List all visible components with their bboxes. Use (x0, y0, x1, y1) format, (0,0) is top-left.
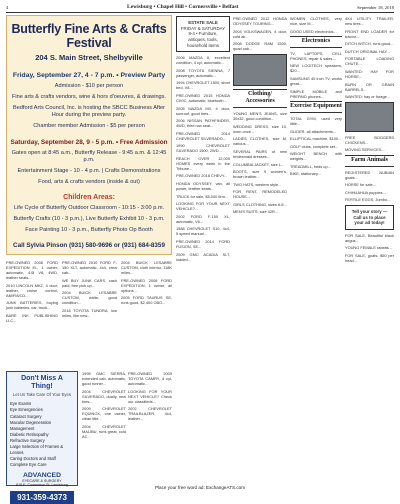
friday-heading: Friday, September 27, 4 - 7 p.m. • Preview Party (12, 72, 166, 79)
children-line: Life Cycle of Butterfly Outdoor Classroom - 10:15 - 3:00 p.m. (13, 204, 165, 211)
promo-headline: Don't Miss A Thing! (21, 375, 63, 390)
classified-column-7: PRE-OWNED 2012 HONDA ODYSSEY TOURING... 2004 VOLKSWAGEN, 4 door, cold air... 2008 DODGE RAM 1500, quad cab... Clothing/ Accessories YOUNG MEN'S JEANS, size 30x32, good condition... WEDDING DRESS, size 10, worn once... LADIES CLOTHES, size M, various... SEVERAL PAIRS of new bridesmaid dresses... COLUMBIA JACKET, size L... BOOTS, size 9 women's, brown leather... TWO HATS, western style... FOR RENT, REMODELED HOUSE... GIRLS CLOTHING, sizes 6-8... MEN'S SUITS, size 42R... (233, 16, 287, 215)
saturday-line: Entertainment Stage - 10 - 4 p.m. | Crafts Demonstrations (17, 167, 161, 174)
masthead-title: Lewisburg • Chapel Hill • Cornersville • Belfast (127, 4, 239, 10)
vehicle-photo (233, 54, 287, 86)
eye-care-ad (6, 371, 78, 503)
estate-sale-ad (176, 16, 230, 52)
promo-services-list (10, 401, 74, 468)
classified-column-6: ESTATE SALE FRIDAY & SATURDAY 8-4 • Furniture, antiques, tools, household items 2006 MAZDA 6, excellent condition, 4 cyl, automatic... 2008 TOYOTA SIENNA, 7 passenger, automatic... 1994 CHEVROLET 1500, short bed, V8... PRE-OWNED 2015 HONDA CIVIC, automatic, bluetooth... 2005 MAZDA M3, 4 door, sunroof, good tires... 2006 NISSAN PATHFINDER, 4WD, third row seat... PRE-OWNED 2014 CHEVROLET SILVERADO... 1990 CHEVROLET SILVERADO 1500, 2WD... REACH OVER 12,000 HOMES every week in the Tribune... PRE-OWNED 2016 CHEVY... HONDA ODYSSEY, van, all power, leather seats... TRUCK for sale, $5,000 firm... LOOKING FOR YOUR NEXT VEHICLE?... 2002 FORD F-150 XL, automatic, V6... 1988 CHEVROLET S10, 4x4, 5 speed manual... PRE-OWNED 2014 FORD FUSION, SE... 2009 GMC ACADIA SLT, loaded... (176, 16, 230, 486)
friday-line: Admission - $10 per person (54, 83, 124, 89)
page-footer: Place your free word ad: ExchangeATS.com (154, 485, 246, 490)
promo-service: Caring Doctors and Staff (10, 456, 56, 462)
saturday-heading: Saturday, September 28, 9 - 5 p.m. • Free Admission (10, 138, 168, 146)
promo-service: Refractive Surgery (10, 437, 45, 443)
saturday-line: Food, arts & crafts vendors (inside & out) (38, 178, 140, 185)
children-heading: Children Areas: (63, 193, 115, 201)
issue-date: September 18, 2018 (357, 4, 394, 10)
classified-column-3: 2004 BUICK LESABRE CUSTOM, cloth interior, 118K miles... PRE-OWNED 2008 FORD EXPEDITION, 1 owner, all options... 2005 FORD TAURUS SE, runs good, $2,400 OBO... (121, 260, 172, 306)
friday-line: Bedford Arts Council, Inc. is hosting the SBCC Business After Hour during the preview party. (12, 104, 166, 118)
friday-line: Chamber member Admission - $5 per person (33, 122, 145, 129)
section-heading-farm: Farm Animals (345, 155, 394, 167)
book-ad: Tell your story — Call us to place your ad today! (345, 205, 394, 230)
promo-service: Eye Exams (10, 401, 32, 407)
classified-column-8: WOMEN CLOTHES, very nice, size M... GOOD USED electronics... Electronics TV, LAPTOPS, CELL PHONES, repair & sales... NEW LOGITECH speakers, $20... SAMSUNG 40 inch TV, works great... SIMPLE MOBILE and PREPAID phones... Exercise Equipment TOTAL GYM, used very little... GLIDER, all attachments... ELLIPTICAL machine, $100... GOLF clubs, complete set... WEIGHT BENCH with weights... TREADMILL, folds up... BIKE, stationary... (290, 16, 342, 177)
promo-subheading: Let Us Take Care Of Your Eyes (13, 392, 71, 398)
section-heading-clothing: Clothing/ Accessories (233, 89, 287, 108)
festival-contact: Call Sylvia Pinson (931) 580-9696 or (931) 684-8359 (13, 241, 165, 249)
festival-ad (6, 15, 172, 255)
promo-service: Complete Eye Care (10, 462, 47, 468)
header-rule (6, 12, 394, 13)
promo-address: 818 E. Commerce St. Lewisburg (16, 483, 68, 488)
estate-sale-text: FRIDAY & SATURDAY 8-4 • Furniture, antiques, tools, household items (180, 25, 226, 48)
friday-line: Fine arts & crafts vendors, wine & hors d'oeuvres, & drawings. (11, 93, 167, 100)
promo-service: Macular Degeneration Management (10, 419, 52, 431)
promo-service: Cataract Surgery (10, 413, 42, 419)
promo-service: Large Selection of Frames & Lenses (10, 444, 64, 456)
promo-logo: ADVANCED (22, 472, 61, 480)
promo-service: Diabetic Retinopathy (10, 431, 49, 437)
estate-sale-title: ESTATE SALE (188, 20, 218, 25)
promo-logo-sub: EYECARE & SURGERY (22, 479, 62, 484)
classified-column-2: PRE-OWNED 2010 FORD F-150 XLT, automatic, 4x4, crew cab... WE BUY JUNK CARS, cash paid, free pick up... 2004 BUICK LESABRE CUSTOM, white, good condition... 2018 TOYOTA TUNDRA, low miles, like new... (62, 260, 117, 318)
promo-phone: 931-359-4373 (10, 491, 74, 504)
page-number: 4 (6, 4, 9, 10)
festival-title: Butterfly Fine Arts & Crafts Festival (11, 22, 167, 50)
section-heading-exercise: Exercise Equipment (290, 101, 342, 113)
saturday-line: Gates open at 8:45 a.m., Butterfly Release - 9:45 a.m. & 12:45 p.m. (11, 149, 167, 163)
classified-column-1: PRE-OWNED 2008 FORD EXPEDITION EL, 1 owner, automatic, 4.6l V8, 4WD, leather seats... 2010 LINCOLN MKZ, 4 door, leather, cruise control, AM/FM/CD... JUNK BATTERIES, buying junk batteries, car, truck... BARE INK PUBLISHING LLC... (6, 260, 58, 323)
classified-column-5: PRE-OWNED 2009 TOYOTA CAMRY, 4 cyl, automatic... LOOKING FOR YOUR NEXT VEHICLE? Check our classifieds... 2002 CHEVROLET TRAILBLAZER, 4x4, leather... (128, 371, 172, 422)
classified-column-4: 1995 GMC SIERRA, extended cab, automatic, good runner... 2004 CHEVROLET SILVERADO, dually, new tires... 2009 CHEVROLET EQUINOX, one owner, clean title... 2004 CHEVROLET MALIBU, runs great, cold AC... (82, 371, 126, 439)
tractor-photo (345, 102, 394, 132)
page-header (6, 2, 394, 12)
children-line: Butterfly Crafts (10 - 3 p.m.), Live Butterfly Exhibit 10 - 3 p.m. (13, 215, 165, 222)
classified-column-9: 4X4 UTILITY TRAILER, new tires... FRONT END LOADER for tractor... DITCH WITCH, runs good... DUTCH ORIGINAL HAY... PORTABLE LOADING CHUTE... WANTED: HAY FOR HORSE... BURN OR GRAIN BARRELS... WANTED: hay or forage... FREE BOGGERS CHICKENS... MOVING SERVICES... Farm Animals REGISTERED NUBIAN goats... HORSE for sale... CHIHUAHUA puppies... FERTILE EGGS, Jumbo... Tell your story — Call us to place your ad today! FOR SALE, Beautiful black angus... YOUNG FEMALE rabbits... FOR SALE, goats, $50 per head... (345, 16, 394, 264)
festival-address: 204 S. Main Street, Shelbyville (35, 53, 143, 62)
promo-service: Eye Emergencies (10, 407, 43, 413)
children-line: Face Painting 10 - 3 p.m., Butterfly Photo Op Booth (25, 226, 153, 233)
section-heading-electronics: Electronics (290, 36, 342, 48)
